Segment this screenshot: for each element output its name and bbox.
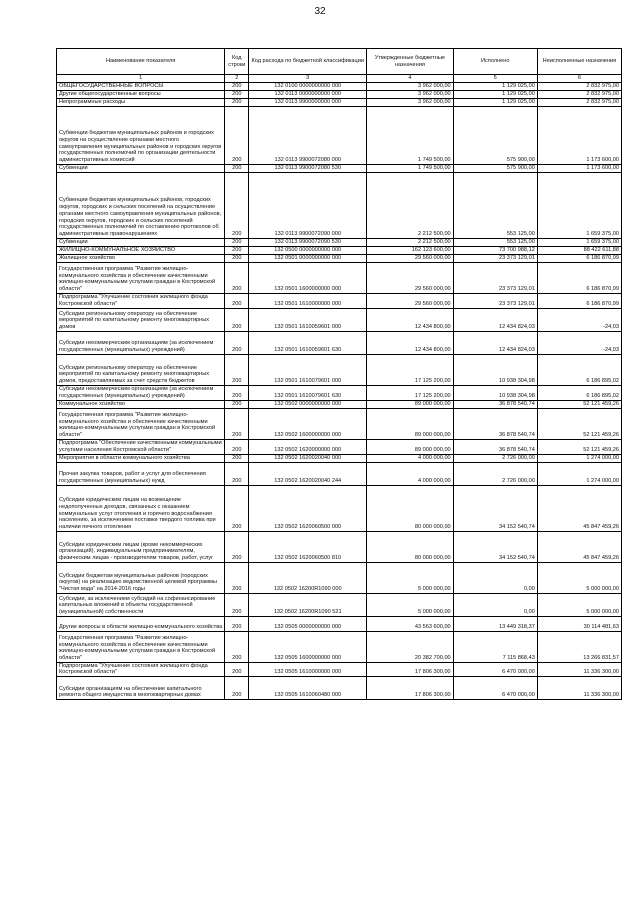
row-executed: 553 125,00 bbox=[453, 172, 537, 238]
row-approved: 12 434 800,00 bbox=[367, 331, 454, 354]
row-expense-code: 132 0505 1610000000 000 bbox=[249, 662, 367, 676]
row-line-code: 200 bbox=[225, 400, 249, 408]
row-executed: 575 900,00 bbox=[453, 106, 537, 164]
row-remaining: 11 336 300,00 bbox=[537, 662, 621, 676]
row-name: Другие общегосударственные вопросы bbox=[57, 90, 225, 98]
row-line-code: 200 bbox=[225, 462, 249, 485]
table-row bbox=[57, 439, 622, 454]
row-remaining: 11 336 300,00 bbox=[537, 677, 621, 700]
table-row bbox=[57, 82, 622, 90]
row-remaining: 1 274 000,00 bbox=[537, 462, 621, 485]
column-index: 4 bbox=[367, 75, 454, 83]
row-approved: 5 000 000,00 bbox=[367, 562, 454, 593]
row-approved: 3 962 000,00 bbox=[367, 98, 454, 106]
row-expense-code: 132 0100 0000000000 000 bbox=[249, 82, 367, 90]
row-approved: 80 000 000,00 bbox=[367, 531, 454, 562]
table-row bbox=[57, 677, 622, 700]
row-approved: 2 212 500,00 bbox=[367, 238, 454, 246]
row-expense-code: 132 0502 1620060500 000 bbox=[249, 485, 367, 531]
row-line-code: 200 bbox=[225, 677, 249, 700]
row-approved: 29 560 000,00 bbox=[367, 254, 454, 262]
row-remaining: 52 121 459,26 bbox=[537, 400, 621, 408]
row-remaining: 13 266 831,57 bbox=[537, 631, 621, 662]
table-row bbox=[57, 662, 622, 676]
row-approved: 4 000 000,00 bbox=[367, 454, 454, 462]
row-executed: 6 470 000,00 bbox=[453, 662, 537, 676]
column-index: 1 bbox=[57, 75, 225, 83]
header-approved: Утвержденные бюджетные назначения bbox=[367, 49, 454, 75]
row-line-code: 200 bbox=[225, 293, 249, 308]
table-row bbox=[57, 331, 622, 354]
row-expense-code: 132 0501 1610079601 000 bbox=[249, 354, 367, 385]
row-approved: 1 749 500,00 bbox=[367, 106, 454, 164]
row-approved: 4 000 000,00 bbox=[367, 462, 454, 485]
row-line-code: 200 bbox=[225, 164, 249, 172]
row-remaining: 2 832 975,00 bbox=[537, 90, 621, 98]
row-name: Субсидии юридическим лицам на возмещение недополученных доходов, связанных с оказанием коммунальных услуг отопления и горячего водоснабжения населению, за исключением поставки твердого топлива при наличии печного отопления bbox=[57, 485, 225, 531]
budget-execution-table bbox=[56, 48, 622, 700]
table-row bbox=[57, 385, 622, 400]
table-row bbox=[57, 631, 622, 662]
row-remaining: 6 186 895,02 bbox=[537, 354, 621, 385]
row-name: Субвенции бюджетам муниципальных районов, городских округов, городских и сельских поселений на осуществление органами местного самоуправления муниципальных районов, городских округов, городских и сельских поселений государственных полномочий по составлению протоколов об административных правонарушениях bbox=[57, 172, 225, 238]
row-remaining: 52 121 459,26 bbox=[537, 408, 621, 439]
table-row bbox=[57, 106, 622, 164]
row-executed: 6 470 000,00 bbox=[453, 677, 537, 700]
row-remaining: 6 186 870,99 bbox=[537, 254, 621, 262]
column-index: 6 bbox=[537, 75, 621, 83]
row-remaining: 6 186 870,99 bbox=[537, 293, 621, 308]
row-executed: 1 129 025,00 bbox=[453, 90, 537, 98]
row-expense-code: 132 0501 1600000000 000 bbox=[249, 262, 367, 293]
row-approved: 43 563 600,00 bbox=[367, 616, 454, 631]
row-name: Субсидии региональному оператору на обеспечение мероприятий по капитальному ремонту многоквартирных домов, предоставляемых за счет средств бюджетов bbox=[57, 354, 225, 385]
table-row bbox=[57, 246, 622, 254]
row-name: Субсидии бюджетам муниципальных районов (городских округов) на реализацию ведомственной целевой программы "Чистая вода" на 2014-2016 годы bbox=[57, 562, 225, 593]
row-executed: 575 900,00 bbox=[453, 164, 537, 172]
row-remaining: 1 659 375,00 bbox=[537, 172, 621, 238]
row-line-code: 200 bbox=[225, 439, 249, 454]
row-line-code: 200 bbox=[225, 238, 249, 246]
row-name: Прочая закупка товаров, работ и услуг для обеспечения государственных (муниципальных) нужд bbox=[57, 462, 225, 485]
row-executed: 7 115 868,43 bbox=[453, 631, 537, 662]
row-approved: 20 382 700,00 bbox=[367, 631, 454, 662]
row-executed: 553 125,00 bbox=[453, 238, 537, 246]
row-approved: 17 125 200,00 bbox=[367, 385, 454, 400]
row-name: Коммунальное хозяйство bbox=[57, 400, 225, 408]
row-remaining: 6 186 895,02 bbox=[537, 385, 621, 400]
row-executed: 0,00 bbox=[453, 593, 537, 616]
row-expense-code: 132 0502 16200R1090 000 bbox=[249, 562, 367, 593]
row-executed: 0,00 bbox=[453, 562, 537, 593]
table-row bbox=[57, 562, 622, 593]
row-approved: 89 000 000,00 bbox=[367, 400, 454, 408]
row-line-code: 200 bbox=[225, 82, 249, 90]
row-line-code: 200 bbox=[225, 454, 249, 462]
row-expense-code: 132 0502 0000000000 000 bbox=[249, 400, 367, 408]
row-line-code: 200 bbox=[225, 616, 249, 631]
row-name: Государственная программа "Развитие жилищно-коммунального хозяйства и обеспечение качественными жилищно-коммунальными услугами граждан в Костромской области" bbox=[57, 631, 225, 662]
row-approved: 5 000 000,00 bbox=[367, 593, 454, 616]
table-row bbox=[57, 408, 622, 439]
row-name: Субвенции бюджетам муниципальных районов и городских округов на осуществление органами местного самоуправления муниципальных районов и городских округов государственных полномочий по организации деятельности административных комиссий bbox=[57, 106, 225, 164]
row-remaining: 1 659 375,00 bbox=[537, 238, 621, 246]
table-row bbox=[57, 400, 622, 408]
row-name: Подпрограмма "Улучшение состояния жилищного фонда Костромской области" bbox=[57, 293, 225, 308]
row-line-code: 200 bbox=[225, 106, 249, 164]
row-approved: 29 560 000,00 bbox=[367, 262, 454, 293]
row-approved: 80 000 000,00 bbox=[367, 485, 454, 531]
column-index: 5 bbox=[453, 75, 537, 83]
row-line-code: 200 bbox=[225, 172, 249, 238]
row-executed: 23 373 129,01 bbox=[453, 293, 537, 308]
row-approved: 162 123 600,00 bbox=[367, 246, 454, 254]
table-row bbox=[57, 531, 622, 562]
row-expense-code: 132 0505 1600000000 000 bbox=[249, 631, 367, 662]
row-name: Субсидии, за исключением субсидий на софинансирование капитальных вложений в объекты государственной (муниципальной) собственности bbox=[57, 593, 225, 616]
page-number: 32 bbox=[314, 6, 326, 17]
table-row bbox=[57, 238, 622, 246]
header-executed: Исполнено bbox=[453, 49, 537, 75]
row-executed: 23 373 129,01 bbox=[453, 262, 537, 293]
row-line-code: 200 bbox=[225, 385, 249, 400]
row-expense-code: 132 0500 0000000000 000 bbox=[249, 246, 367, 254]
row-approved: 12 434 800,00 bbox=[367, 308, 454, 331]
table-row bbox=[57, 354, 622, 385]
row-executed: 1 129 025,00 bbox=[453, 82, 537, 90]
row-approved: 3 962 000,00 bbox=[367, 82, 454, 90]
header-name: Наименование показателя bbox=[57, 49, 225, 75]
row-remaining: 1 173 600,00 bbox=[537, 164, 621, 172]
row-line-code: 200 bbox=[225, 485, 249, 531]
table-row bbox=[57, 90, 622, 98]
row-name: Субсидии региональному оператору на обеспечение мероприятий по капитальному ремонту многоквартирных домов bbox=[57, 308, 225, 331]
row-line-code: 200 bbox=[225, 593, 249, 616]
row-line-code: 200 bbox=[225, 662, 249, 676]
column-index-row bbox=[57, 75, 622, 83]
row-executed: 10 938 304,98 bbox=[453, 354, 537, 385]
row-name: Подпрограмма "Обеспечение качественными коммунальными услугами населения Костромской области" bbox=[57, 439, 225, 454]
table-row bbox=[57, 308, 622, 331]
row-remaining: 5 000 000,00 bbox=[537, 593, 621, 616]
row-expense-code: 132 0501 1610079601 630 bbox=[249, 385, 367, 400]
row-name: Мероприятия в области коммунального хозяйства bbox=[57, 454, 225, 462]
row-line-code: 200 bbox=[225, 531, 249, 562]
row-executed: 36 878 540,74 bbox=[453, 408, 537, 439]
row-executed: 12 434 824,03 bbox=[453, 331, 537, 354]
row-expense-code: 132 0113 9900072090 530 bbox=[249, 238, 367, 246]
row-name: Государственная программа "Развитие жилищно-коммунального хозяйства и обеспечение качественными жилищно-коммунальными услугами граждан в Костромской области" bbox=[57, 262, 225, 293]
row-expense-code: 132 0502 1620020040 244 bbox=[249, 462, 367, 485]
row-name: Субсидии некоммерческим организациям (за исключением государственных (муниципальных) учреждений) bbox=[57, 331, 225, 354]
row-approved: 29 560 000,00 bbox=[367, 293, 454, 308]
row-remaining: -24,03 bbox=[537, 308, 621, 331]
table-row bbox=[57, 485, 622, 531]
row-name: ЖИЛИЩНО-КОММУНАЛЬНОЕ ХОЗЯЙСТВО bbox=[57, 246, 225, 254]
row-remaining: 45 847 459,26 bbox=[537, 485, 621, 531]
row-executed: 2 726 000,00 bbox=[453, 454, 537, 462]
row-line-code: 200 bbox=[225, 308, 249, 331]
row-name: Подпрограмма "Улучшение состояния жилищного фонда Костромской области" bbox=[57, 662, 225, 676]
row-approved: 89 000 000,00 bbox=[367, 439, 454, 454]
row-line-code: 200 bbox=[225, 331, 249, 354]
row-executed: 36 878 540,74 bbox=[453, 400, 537, 408]
row-remaining: 6 186 870,99 bbox=[537, 262, 621, 293]
row-executed: 23 373 129,01 bbox=[453, 254, 537, 262]
row-expense-code: 132 0502 1620020040 000 bbox=[249, 454, 367, 462]
row-expense-code: 132 0113 0000000000 000 bbox=[249, 90, 367, 98]
table-row bbox=[57, 616, 622, 631]
row-executed: 34 152 540,74 bbox=[453, 531, 537, 562]
row-approved: 89 000 000,00 bbox=[367, 408, 454, 439]
header-remaining: Неисполненные назначения bbox=[537, 49, 621, 75]
row-approved: 2 212 500,00 bbox=[367, 172, 454, 238]
row-line-code: 200 bbox=[225, 354, 249, 385]
row-executed: 73 700 988,12 bbox=[453, 246, 537, 254]
row-expense-code: 132 0113 9900072090 000 bbox=[249, 172, 367, 238]
row-remaining: 45 847 459,26 bbox=[537, 531, 621, 562]
table-row bbox=[57, 454, 622, 462]
row-line-code: 200 bbox=[225, 408, 249, 439]
row-remaining: 52 121 459,26 bbox=[537, 439, 621, 454]
row-executed: 36 878 540,74 bbox=[453, 439, 537, 454]
row-line-code: 200 bbox=[225, 254, 249, 262]
table-header-row bbox=[57, 49, 622, 75]
row-name: ОБЩЕГОСУДАРСТВЕННЫЕ ВОПРОСЫ bbox=[57, 82, 225, 90]
table-row bbox=[57, 462, 622, 485]
row-name: Государственная программа "Развитие жилищно-коммунального хозяйства и обеспечение качественными жилищно-коммунальными услугами граждан в Костромской области" bbox=[57, 408, 225, 439]
row-remaining: -24,03 bbox=[537, 331, 621, 354]
row-line-code: 200 bbox=[225, 562, 249, 593]
row-line-code: 200 bbox=[225, 98, 249, 106]
row-name: Субсидии некоммерческим организациям (за исключением государственных (муниципальных) учреждений) bbox=[57, 385, 225, 400]
table-row bbox=[57, 254, 622, 262]
row-remaining: 5 000 000,00 bbox=[537, 562, 621, 593]
row-expense-code: 132 0113 9900000000 000 bbox=[249, 98, 367, 106]
row-name: Субвенции bbox=[57, 164, 225, 172]
row-remaining: 88 422 611,88 bbox=[537, 246, 621, 254]
row-approved: 1 749 500,00 bbox=[367, 164, 454, 172]
table-row bbox=[57, 98, 622, 106]
row-remaining: 1 274 000,00 bbox=[537, 454, 621, 462]
row-expense-code: 132 0505 1610060480 000 bbox=[249, 677, 367, 700]
table-row bbox=[57, 262, 622, 293]
row-expense-code: 132 0501 1610000000 000 bbox=[249, 293, 367, 308]
row-approved: 17 806 300,00 bbox=[367, 662, 454, 676]
row-expense-code: 132 0502 16200R1090 521 bbox=[249, 593, 367, 616]
row-expense-code: 132 0501 0000000000 000 bbox=[249, 254, 367, 262]
row-remaining: 1 173 600,00 bbox=[537, 106, 621, 164]
table-row bbox=[57, 293, 622, 308]
header-line-code: Код строки bbox=[225, 49, 249, 75]
row-remaining: 30 114 481,63 bbox=[537, 616, 621, 631]
row-remaining: 2 832 975,00 bbox=[537, 82, 621, 90]
row-approved: 17 125 200,00 bbox=[367, 354, 454, 385]
row-expense-code: 132 0502 1600000000 000 bbox=[249, 408, 367, 439]
row-expense-code: 132 0501 1610059601 000 bbox=[249, 308, 367, 331]
row-expense-code: 132 0505 0000000000 000 bbox=[249, 616, 367, 631]
row-expense-code: 132 0502 1620060500 810 bbox=[249, 531, 367, 562]
row-name: Жилищное хозяйство bbox=[57, 254, 225, 262]
row-expense-code: 132 0502 1620000000 000 bbox=[249, 439, 367, 454]
row-name: Субсидии организациям на обеспечение капитального ремонта общего имущества в многоквартирных домах bbox=[57, 677, 225, 700]
row-expense-code: 132 0501 1610059601 630 bbox=[249, 331, 367, 354]
row-executed: 2 726 000,00 bbox=[453, 462, 537, 485]
table-row bbox=[57, 593, 622, 616]
row-line-code: 200 bbox=[225, 631, 249, 662]
row-name: Непрограммные расходы bbox=[57, 98, 225, 106]
row-name: Субсидии юридическим лицам (кроме некоммерческих организаций), индивидуальным предпринимателям, физическим лицам - производителям товаров, работ, услуг bbox=[57, 531, 225, 562]
row-executed: 13 449 318,37 bbox=[453, 616, 537, 631]
row-line-code: 200 bbox=[225, 262, 249, 293]
row-expense-code: 132 0113 9900072080 530 bbox=[249, 164, 367, 172]
header-expense-code: Код расхода по бюджетной классификации bbox=[249, 49, 367, 75]
row-executed: 1 129 025,00 bbox=[453, 98, 537, 106]
row-name: Другие вопросы в области жилищно-коммунального хозяйства bbox=[57, 616, 225, 631]
row-line-code: 200 bbox=[225, 246, 249, 254]
column-index: 3 bbox=[249, 75, 367, 83]
row-expense-code: 132 0113 9900072080 000 bbox=[249, 106, 367, 164]
row-approved: 3 962 000,00 bbox=[367, 90, 454, 98]
table-row bbox=[57, 172, 622, 238]
table-row bbox=[57, 164, 622, 172]
row-remaining: 2 832 975,00 bbox=[537, 98, 621, 106]
row-executed: 12 434 824,03 bbox=[453, 308, 537, 331]
row-name: Субвенции bbox=[57, 238, 225, 246]
row-executed: 10 938 304,98 bbox=[453, 385, 537, 400]
row-line-code: 200 bbox=[225, 90, 249, 98]
row-approved: 17 806 300,00 bbox=[367, 677, 454, 700]
column-index: 2 bbox=[225, 75, 249, 83]
row-executed: 34 152 540,74 bbox=[453, 485, 537, 531]
